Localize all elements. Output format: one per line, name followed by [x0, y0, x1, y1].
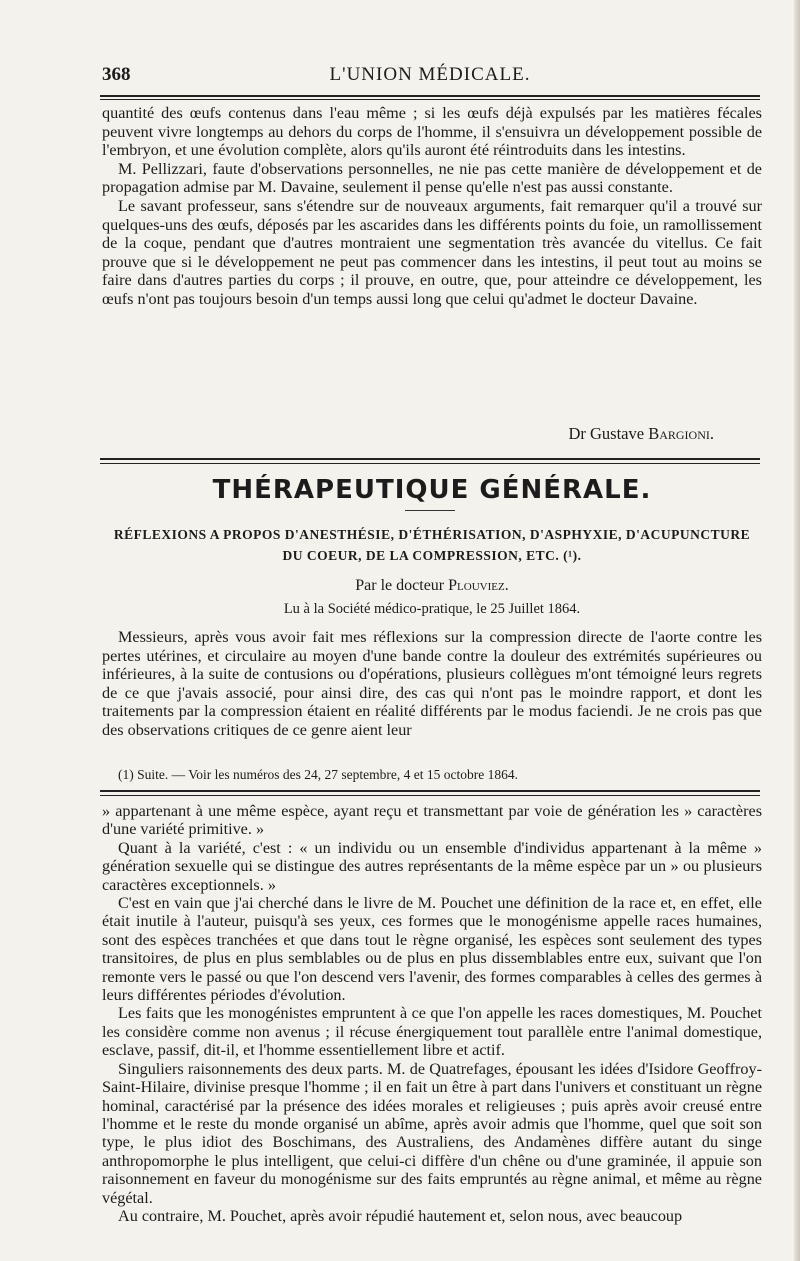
- byline-prefix: Par le docteur: [355, 577, 449, 594]
- footnote: (1) Suite. — Voir les numéros des 24, 27 septembre, 4 et 15 octobre 1864.: [118, 767, 518, 782]
- page-number: 368: [102, 64, 131, 85]
- signature-prefix: Dr Gustave: [568, 424, 649, 443]
- article-continuation: [102, 104, 762, 309]
- section-divider: [100, 458, 760, 460]
- article-title: RÉFLEXIONS A PROPOS D'ANESTHÉSIE, D'ÉTHÉRISATION, D'ASPHYXIE, D'ACUPUNCTURE DU COEUR, DE LA COMPRESSION, ETC. (¹).: [113, 527, 751, 563]
- byline: [102, 577, 762, 595]
- paragraph: quantité des œufs contenus dans l'eau même ; si les œufs déjà expulsés par les matières fécales peuvent vivre longtemps au dehors du corps de l'homme, il s'ensuivra un développement possible de l'embryon, et une évolution complète, alors qu'ils auront été réintroduits dans les intestins.: [102, 104, 762, 160]
- article-body: [102, 628, 762, 740]
- header-rule-thin: [100, 99, 760, 100]
- header-rule: [100, 95, 760, 97]
- page-edge: [794, 0, 800, 1261]
- signature: [102, 424, 714, 444]
- column-divider-thin: [100, 795, 760, 796]
- feuilleton-text: [102, 802, 762, 1225]
- paragraph: M. Pellizzari, faute d'observations personnelles, ne nie pas cette manière de développement et de propagation admise par M. Davaine, seulement il pense qu'elle n'est pas aussi constante.: [102, 159, 762, 197]
- section-title: THÉRAPEUTIQUE GÉNÉRALE.: [212, 475, 652, 505]
- paragraph: Messieurs, après vous avoir fait mes réflexions sur la compression directe de l'aorte contre les pertes utérines, et circulaire au moyen d'une bande contre la douleur des extrémités supérieures ou inférieures, à la suite de contusions ou d'opérations, plusieurs collègues m'ont témoigné leurs regrets de ce que j'avais associé, pour ainsi dire, des cas qui n'ont pas le moindre rapport, et dont les traitements par la compression étaient en réalité différents par le modus faciendi. Je ne crois pas que des observations critiques de ce genre aient leur: [102, 628, 762, 739]
- signature-name: Bargioni.: [648, 424, 714, 443]
- paragraph: Quant à la variété, c'est : « un individu ou un ensemble d'individus appartenant à la même » génération sexuelle qui se distingue des autres représentants de la même espèce par un » ou plusieurs caractères exceptionnels. »: [102, 838, 762, 894]
- paragraph: » appartenant à une même espèce, ayant reçu et transmettant par voie de génération les » caractères d'une variété primitive. »: [102, 802, 762, 839]
- byline-author: Plouviez.: [448, 577, 509, 594]
- paragraph: Le savant professeur, sans s'étendre sur de nouveaux arguments, fait remarquer qu'il a trouvé sur quelques-uns des œufs, déposés par les ascarides dans les différents points du foie, un ramollissement de la coque, pendant que d'autres montraient une segmentation très avancée du vitellus. Ce fait prouve que si le développement ne peut pas commencer dans les intestins, il peut tout au moins se faire dans d'autres parties du corps ; il prouve, en outre, que, pour atteindre ce développement, les œufs n'ont pas toujours besoin d'un temps aussi long que celui qu'admet le docteur Davaine.: [102, 196, 762, 308]
- paragraph: C'est en vain que j'ai cherché dans le livre de M. Pouchet une définition de la race et, en effet, elle était inutile à l'auteur, puisqu'à ses yeux, ces formes que le monogénisme appelle races humaines, sont des espèces tranchées et que dans tout le règne organisé, les espèces sont seulement des types transitoires, de plus en plus semblables ou de plus en plus dissemblables entre eux, suivant que l'on remonte vers le passé ou que l'on descend vers l'avenir, des formes comparables à celles des germes à leurs différentes périodes d'évolution.: [102, 894, 762, 1005]
- title-underline: [405, 510, 455, 511]
- paragraph: Les faits que les monogénistes empruntent à ce que l'on appelle les races domestiques, M. Pouchet les considère comme non avenus ; il récuse énergiquement tout parallèle entre l'animal domestique, esclave, passif, dit-il, et l'homme essentiellement libre et actif.: [102, 1004, 762, 1060]
- paragraph: Singuliers raisonnements des deux parts. M. de Quatrefages, épousant les idées d'Isidore Geoffroy-Saint-Hilaire, divinise presque l'homme ; il en fait un être à part dans l'univers et constituant un règne hominal, caractérisé par la présence des idées morales et religieuses ; puis après avoir creusé entre l'homme et le reste du monde organisé un abîme, après avoir admis que l'homme, quel que soit son type, le plus idiot des Boschimans, des Australiens, des Andamènes diffère autant du singe anthropomorphe le plus intelligent, que celui-ci diffère d'un chêne ou d'une graminée, il appuie son raisonnement en faveur du monogénisme sur des faits empruntés au règne animal, et même au règne végétal.: [102, 1059, 762, 1207]
- column-divider: [100, 790, 760, 792]
- page-header: [100, 62, 760, 90]
- section-divider-thin: [100, 463, 760, 464]
- paragraph: Au contraire, M. Pouchet, après avoir répudié hautement et, selon nous, avec beaucoup: [118, 1206, 683, 1225]
- read-at-note: Lu à la Société médico-pratique, le 25 Juillet 1864.: [283, 601, 581, 617]
- running-title: L'UNION MÉDICALE.: [329, 64, 531, 85]
